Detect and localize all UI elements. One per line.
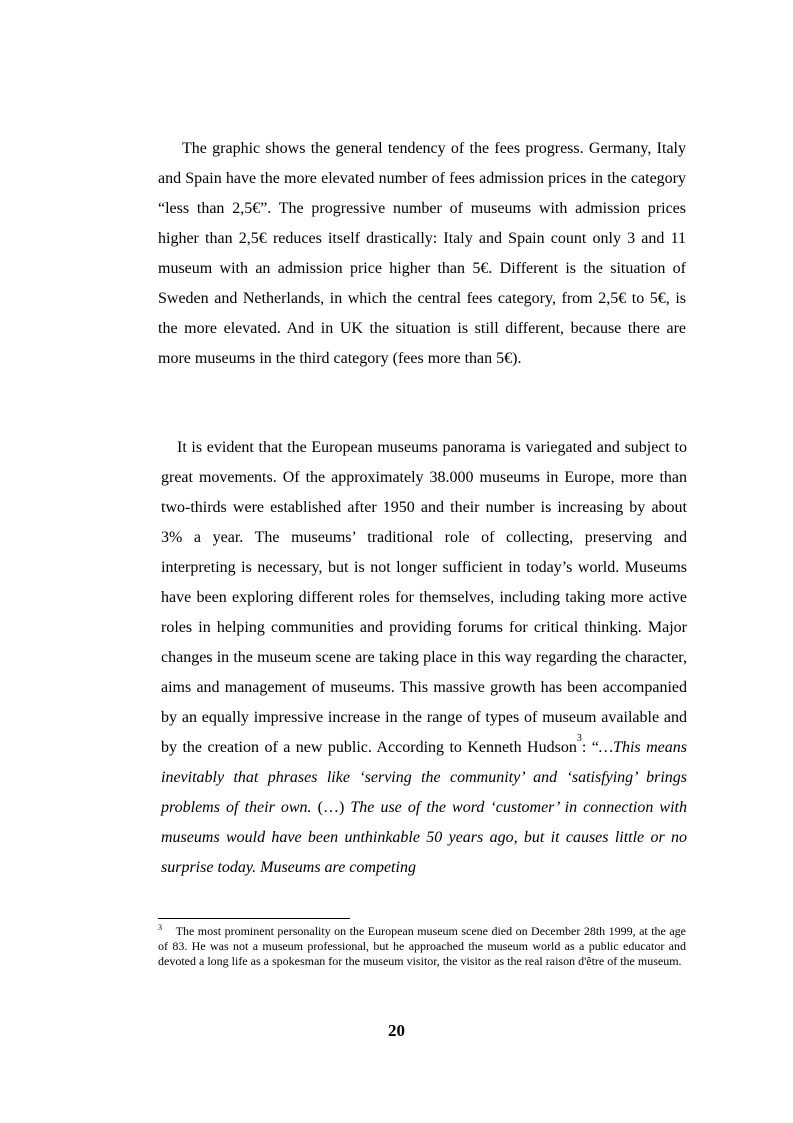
quote-ellipsis: (…) bbox=[311, 799, 351, 816]
paragraph-2-text: It is evident that the European museums panorama is variegated and subject to great movements. Of the approximately 38.000 museums in Europe, more than two-thirds were established after 1950 and their number is increasing by about 3% a year. The museums’ traditional role of collecting, preserving and interpreting is necessary, but is not longer sufficient in today’s world. Museums have been exploring different roles for themselves, including taking more active roles in helping communities and providing forums for critical thinking. Major changes in the museum scene are taking place in this way regarding the character, aims and management of museums. This massive growth has been accompanied by an equally impressive increase in the range of types of museum available and by the creation of a new public. According to Kenneth Hudson bbox=[161, 439, 687, 756]
body-paragraph-2 bbox=[161, 433, 687, 883]
paragraph-1-text: The graphic shows the general tendency of the fees progress. Germany, Italy and Spain have the more elevated number of fees admission prices in the category “less than 2,5€”. The progressive number of museums with admission prices higher than 2,5€ reduces itself drastically: Italy and Spain count only 3 and 11 museum with an admission price higher than 5€. Different is the situation of Sweden and Netherlands, in which the central fees category, from 2,5€ to 5€, is the more elevated. And in UK the situation is still different, because there are more museums in the third category (fees more than 5€). bbox=[158, 140, 686, 367]
footnote-separator bbox=[158, 918, 350, 919]
footnote-text: The most prominent personality on the European museum scene died on December 28th 1999, at the age of 83. He was not a museum professional, but he approached the museum world as a public educator and devoted a long life as a spokesman for the museum visitor, the visitor as the real raison d'être of the museum. bbox=[158, 924, 686, 968]
footnote bbox=[158, 924, 686, 969]
open-quote: “ bbox=[591, 739, 599, 756]
quote-text-part-1: …This means inevitably that phrases like ‘serving the community’ and ‘satisfying’ brings problems of their own. bbox=[161, 739, 687, 816]
page-number: 20 bbox=[388, 1021, 405, 1040]
footnote-reference: 3 bbox=[576, 733, 582, 744]
quote-text-part-2: The use of the word ‘customer’ in connection with museums would have been unthinkable 50 years ago, but it causes little or no surprise today. Museums are competing bbox=[161, 799, 687, 876]
colon: : bbox=[581, 739, 587, 756]
body-paragraph-1 bbox=[158, 134, 686, 374]
footnote-number: 3 bbox=[158, 923, 162, 932]
